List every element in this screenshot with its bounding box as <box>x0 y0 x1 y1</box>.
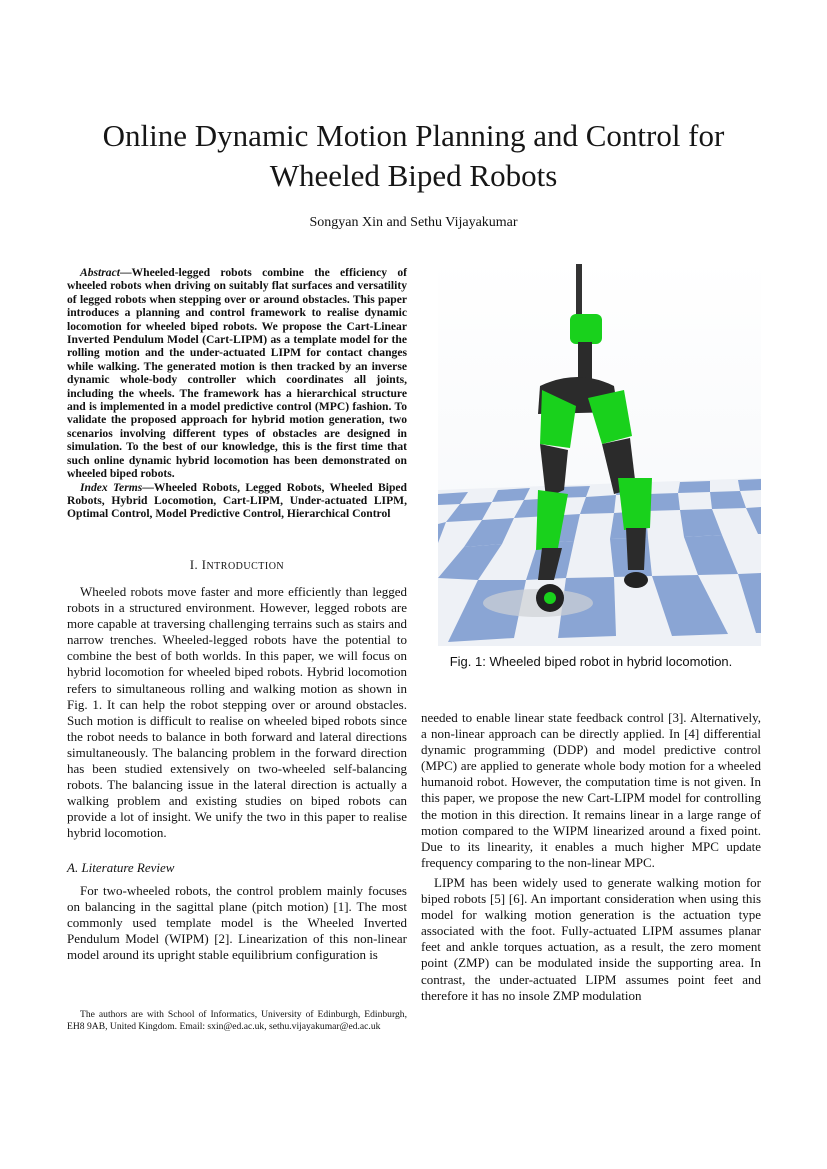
right-paragraph-2: LIPM has been widely used to generate walking motion for biped robots [5] [6]. An important consideration when using this model for walking motion generation is the actuation type associated with the foot. Fully-actuated LIPM assumes planar feet and ankle torques actuation, as a result, the zero moment point (ZMP) can be modulated inside the supporting area. In contrast, the under-actuated LIPM assumes point feet and therefore it has no insole ZMP modulation <box>421 874 761 1003</box>
section-head-rest: NTRODUCTION <box>206 561 285 572</box>
literature-paragraph <box>67 883 407 963</box>
abstract <box>67 266 407 481</box>
figure-1 <box>438 258 761 646</box>
left-wheel-hub <box>544 592 556 604</box>
section-head-first: I <box>201 558 207 572</box>
abstract-label: Abstract <box>80 266 120 279</box>
abstract-text: —Wheeled-legged robots combine the efficiency of wheeled robots when driving on suitably flat surfaces and versatility of legged robots when stepping over or around obstacles. This paper introduces a planning and control framework to realise dynamic locomotion for wheeled biped robots. We propose the Cart-Linear Inverted Pendulum Model (Cart-LIPM) as a template model for the rolling motion and the under-actuated LIPM for contact changes while walking. The generated motion is then tracked by an inverse dynamic whole-body controller which coordinates all joints, including the wheels. The framework has a hierarchical structure and is implemented in a model predictive control (MPC) fashion. To validate the proposed approach for hybrid motion generation, two scenarios involving different types of obstacles are designed in simulation. To the best of our knowledge, this is the first time that such online dynamic hybrid locomotion has been demonstrated on wheeled biped robots. <box>67 266 407 481</box>
intro-text: Wheeled robots move faster and more efficiently than legged robots in a structured environment. However, legged robots are more capable at traversing challenging terrains such as stairs and narrow trenches. Wheeled-legged robots have the potential to combine the best of both worlds. In this paper, we will focus on hybrid locomotion for wheeled biped robots. Hybrid locomotion refers to simultaneous rolling and walking motion as shown in Fig. 1. It can help the robot stepping over or around obstacles. Such motion is difficult to realise on wheeled biped robots since the robot needs to balance in both forward and lateral directions simultaneously. The balancing problem in the forward direction has been studied extensively on two-wheeled self-balancing robots. The balancing issue in the lateral direction is actually a walking problem and existing studies on biped robots can provide a lot of insight. We unify the two in this paper to realise hybrid locomotion. <box>67 584 407 841</box>
literature-text: For two-wheeled robots, the control problem mainly focuses on balancing in the sagittal plane (pitch motion) [1]. The most commonly used template model is the Wheeled Inverted Pendulum Model (WIPM) [2]. Linearization of this non-linear model around its upright stable equilibrium configuration is <box>67 883 407 963</box>
subsection-heading-literature-review: A. Literature Review <box>67 860 175 875</box>
right-wheel <box>624 572 648 588</box>
intro-paragraph <box>67 584 407 842</box>
index-terms-text: —Wheeled Robots, Legged Robots, Wheeled Biped Robots, Hybrid Locomotion, Cart-LIPM, Under-actuated LIPM, Optimal Control, Model Predictive Control, Hierarchical Control <box>67 480 407 521</box>
right-column <box>421 710 761 1004</box>
paper-title <box>40 116 787 196</box>
index-terms <box>67 481 407 521</box>
section-numeral: I. <box>189 558 202 572</box>
footnote-text: The authors are with School of Informatics, University of Edinburgh, Edinburgh, EH8 9AB, United Kingdom. Email: sxin@ed.ac.uk, sethu.vijayakumar@ed.ac.uk <box>67 1009 407 1032</box>
footnote <box>67 1009 407 1032</box>
abstract-block <box>67 266 407 521</box>
section-heading-introduction <box>67 558 407 573</box>
robot-figure-image <box>438 258 761 646</box>
figure-caption: Fig. 1: Wheeled biped robot in hybrid locomotion. <box>449 654 733 669</box>
authors: Songyan Xin and Sethu Vijayakumar <box>309 215 518 230</box>
index-terms-label: Index Terms <box>80 480 143 494</box>
robot-head <box>570 314 602 344</box>
title-line-1: Online Dynamic Motion Planning and Control for <box>102 118 725 153</box>
right-ankle <box>626 528 646 570</box>
title-line-2: Wheeled Biped Robots <box>269 158 558 193</box>
right-paragraph-1: needed to enable linear state feedback control [3]. Alternatively, a non-linear approach can be directly applied. In [4] differential dynamic programming (DDP) and model predictive control (MPC) are applied to generate whole body motion for a wheeled humanoid robot. However, the computation time is not given. In this paper, we propose the new Cart-LIPM model for controlling the motion in this direction. It remains linear in a large range of motion compared to the WIPM linearized around a fixed point. Due to its linearity, it enables a much higher MPC update frequency comparing to the non-linear MPC. <box>421 710 761 870</box>
